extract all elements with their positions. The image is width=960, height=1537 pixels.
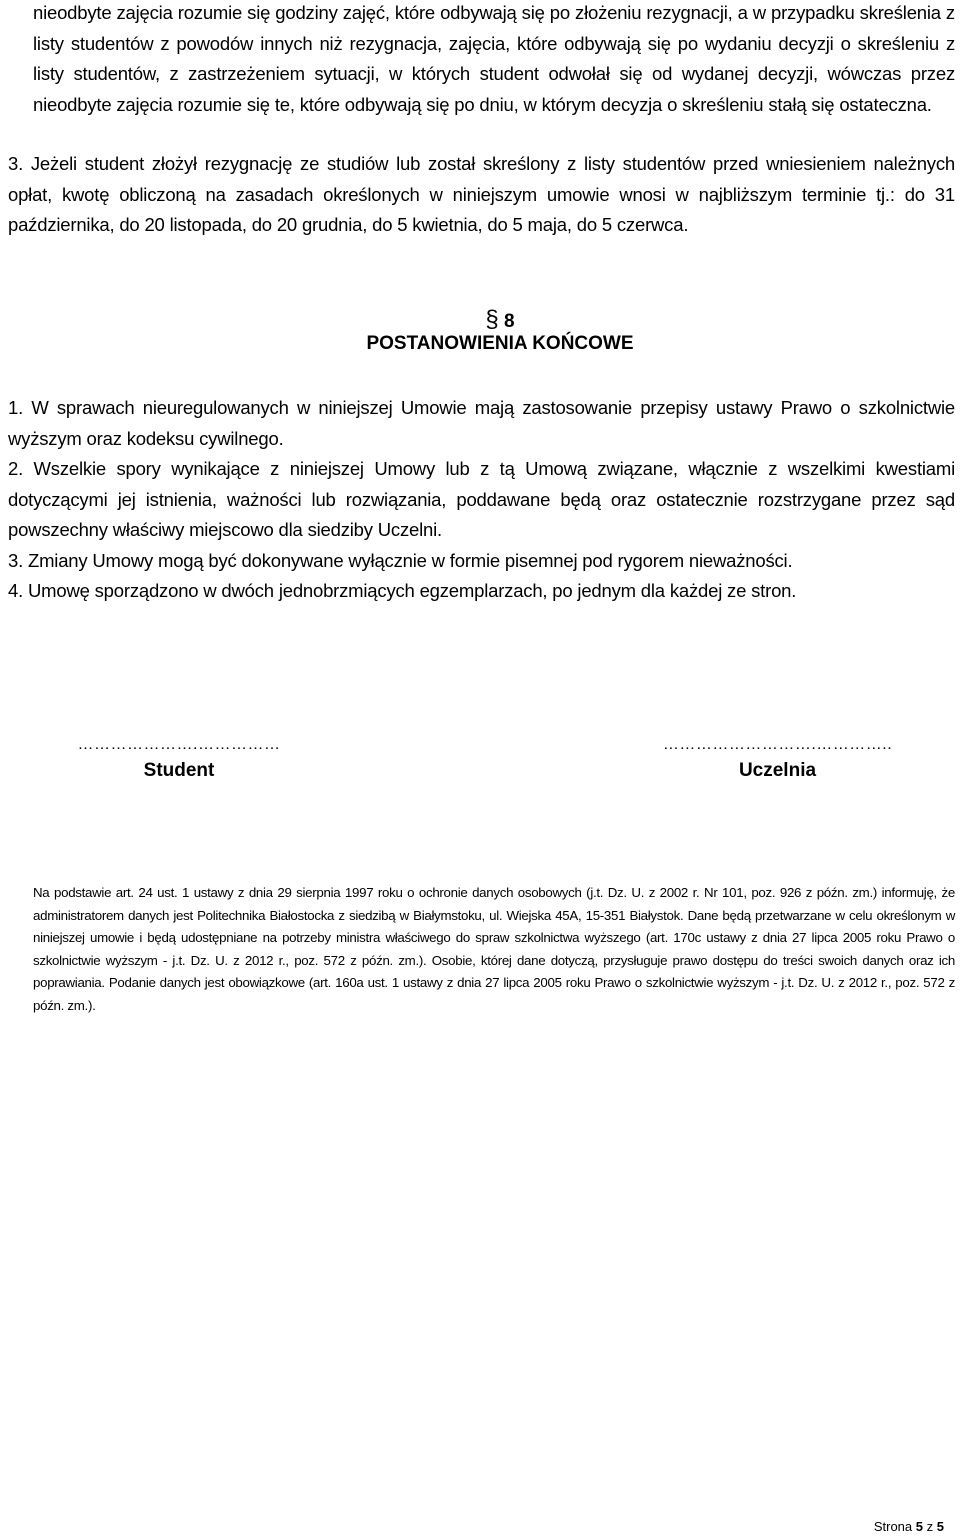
page-number <box>874 1519 944 1534</box>
list-item-text: Wszelkie spory wynikające z niniejszej Umowy lub z tą Umową związane, włącznie z wszelkimi kwestiami dotyczącymi jej istnienia, ważności lub rozwiązania, poddawane będą oraz ostatecznie rozstrzygane przez sąd powszechny właściwy miejscowo dla siedziby Uczelni. <box>8 458 955 540</box>
list-item-number: 3. <box>8 549 24 571</box>
list-item-text: W sprawach nieuregulowanych w niniejszej Umowie mają zastosowanie przepisy ustawy Prawo o szkolnictwie wyższym oraz kodeksu cywilnego. <box>8 397 955 449</box>
data-protection-footnote: Na podstawie art. 24 ust. 1 ustawy z dnia 29 sierpnia 1997 roku o ochronie danych osobowych (j.t. Dz. U. z 2002 r. Nr 101, poz. 926 z późn. zm.) informuję, że administratorem danych jest Politechnika Białostocka z siedzibą w Białymstoku, ul. Wiejska 45A, 15-351 Białystok. Dane będą przetwarzane w celu określonym w niniejszej umowie i będą udostępniane na potrzeby ministra właściwego do spraw szkolnictwa wyższego (art. 170c ustawy z dnia 27 lipca 2005 roku Prawo o szkolnictwie wyższym - j.t. Dz. U. z 2012 r., poz. 572 z późn. zm.). Osobie, której dane dotyczą, przysługuje prawo dostępu do treści swoich danych oraz ich poprawiania. Podanie danych jest obowiązkowe (art. 160a ust. 1 ustawy z dnia 27 lipca 2005 roku Prawo o szkolnictwie wyższym - j.t. Dz. U. z 2012 r., poz. 572 z późn. zm.). <box>33 885 955 1013</box>
list-item-text: Jeżeli student złożył rezygnację ze studiów lub został skreślony z listy studentów przed wniesieniem należnych opłat, kwotę obliczoną na zasadach określonych w niniejszym umowie wnosi w najbliższym terminie tj.: do 31 października, do 20 listopada, do 20 grudnia, do 5 kwietnia, do 5 maja, do 5 czerwca. <box>8 153 955 235</box>
section-number: 8 <box>504 311 515 332</box>
section-title: POSTANOWIENIA KOŃCOWE <box>366 333 634 354</box>
signature-student <box>44 736 314 782</box>
final-provisions-list <box>8 393 955 607</box>
paragraph-continuation: nieodbyte zajęcia rozumie się godziny zajęć, które odbywają się po złożeniu rezygnacji, a w przypadku skreślenia z listy studentów z powodów innych niż rezygnacja, zajęcia, które odbywają się po wydaniu decyzji o skreśleniu z listy studentów, z zastrzeżeniem sytuacji, w których student odwołał się od wydanej decyzji, wówczas przez nieodbyte zajęcia rozumie się te, które odbywają się po dniu, w którym decyzja o skreśleniu stałą się ostateczna. <box>33 2 955 115</box>
page-total: 5 <box>936 1519 944 1534</box>
page-label: Strona <box>873 1519 913 1534</box>
list-item-number: 2. <box>8 458 24 479</box>
list-item-number: 1. <box>8 397 24 418</box>
list-item-3 <box>8 149 955 241</box>
page-current: 5 <box>915 1519 924 1534</box>
list-item-number: 4. <box>8 580 24 601</box>
list-item <box>8 546 955 577</box>
section-heading <box>0 306 960 334</box>
list-item <box>8 576 955 607</box>
list-item-number: 3. <box>8 153 24 174</box>
list-item <box>8 454 955 546</box>
signature-label-student: Student <box>143 760 215 781</box>
signature-line: ……………………….………….. <box>662 736 893 753</box>
signature-label-uczelnia: Uczelnia <box>738 760 817 781</box>
page-separator: z <box>926 1519 934 1534</box>
list-item <box>8 393 955 454</box>
signature-line: ………………….…………… <box>77 736 281 753</box>
signature-uczelnia <box>640 736 915 782</box>
list-item-text: Zmiany Umowy mogą być dokonywane wyłącznie w formie pisemnej pod rygorem nieważności. <box>27 549 793 571</box>
list-item-text: Umowę sporządzono w dwóch jednobrzmiących egzemplarzach, po jednym dla każdej ze stron. <box>27 580 797 601</box>
section-symbol: § <box>485 306 499 333</box>
